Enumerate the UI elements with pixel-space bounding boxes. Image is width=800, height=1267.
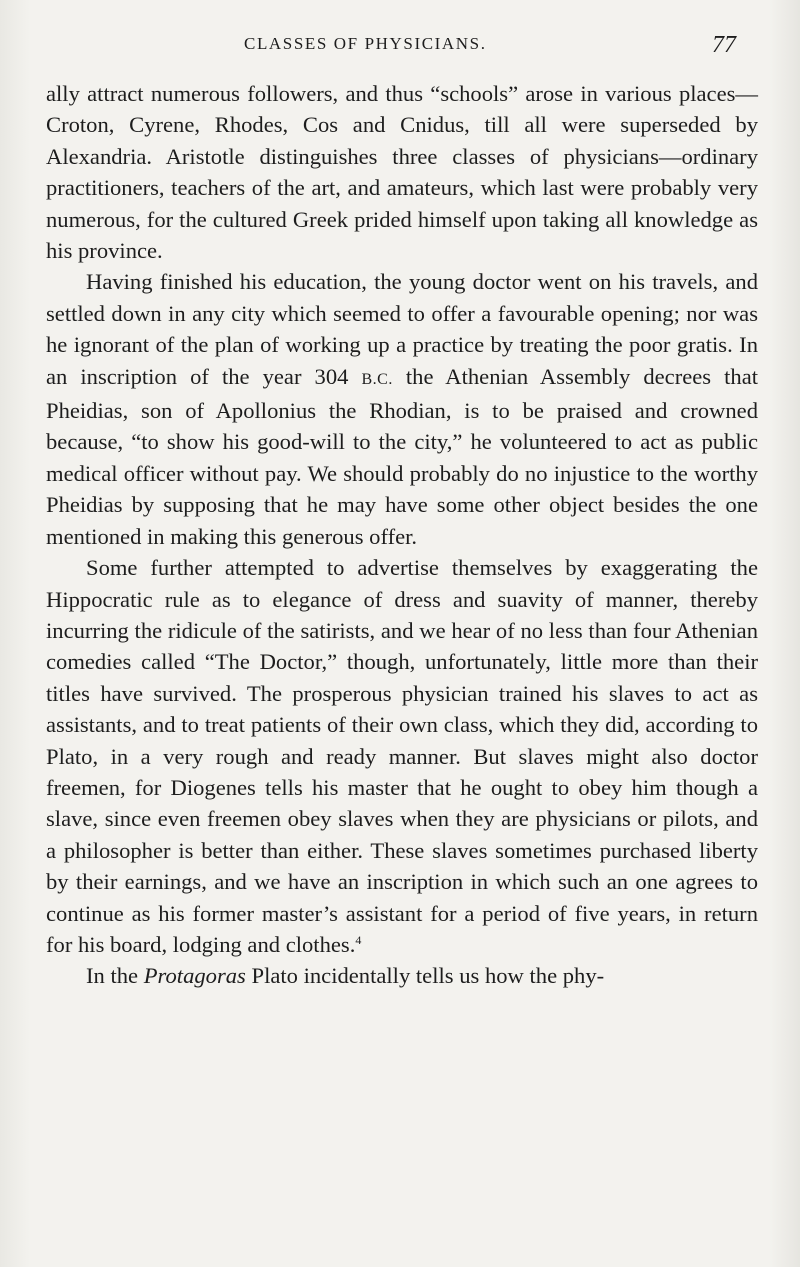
- running-title: CLASSES OF PHYSICIANS.: [244, 34, 487, 53]
- paragraph-2-text-a: Having finished his education, the young doctor went on his travels, and settled down in any city which seemed to offer a favourable opening; nor was he ignorant of the plan of working up a practice by treating the poor gratis. In an inscription of the year 304: [46, 269, 758, 389]
- paragraph-1: [46, 78, 758, 266]
- paragraph-4: [46, 960, 758, 991]
- paragraph-1-text: ally attract numerous followers, and thus “schools” arose in various places—Croton, Cyrene, Rhodes, Cos and Cnidus, till all were superseded by Alexandria. Aristotle distinguishes three classes of physicians—ordinary practitioners, teachers of the art, and amateurs, which last were probably very numerous, for the cultured Greek prided himself upon taking all knowledge as his province.: [46, 81, 758, 264]
- paragraph-4-text-b: Plato incidentally tells us how the phy-: [251, 963, 605, 989]
- work-title: Protagoras: [143, 963, 246, 989]
- paragraph-4-text-a: In the: [86, 963, 139, 989]
- body-text: [46, 78, 758, 992]
- running-head: [0, 28, 800, 64]
- page-number: 77: [712, 32, 736, 58]
- paragraph-2: [46, 266, 758, 552]
- paragraph-3-text: Some further attempted to advertise themselves by exaggerating the Hippocratic rule as to elegance of dress and suavity of manner, thereby incurring the ridicule of the satirists, and we hear of no less than four Athenian comedies called “The Doctor,” though, unfortunately, little more than their titles have survived. The prosperous physician trained his slaves to act as assistants, and to treat patients of their own class, which they did, according to Plato, in a very rough and ready manner. But slaves might also doctor freemen, for Diogenes tells his master that he ought to obey him though a slave, since even freemen obey slaves when they are physicians or pilots, and a philosopher is better than either. These slaves sometimes purchased liberty by their earnings, and we have an inscription in which such an one agrees to continue as his former master’s assistant for a period of five years, in return for his board, lodging and clothes.: [46, 555, 758, 957]
- paragraph-3: [46, 552, 758, 960]
- era-abbreviation: B.C.: [361, 370, 393, 388]
- paragraph-2-text-b: the Athenian Assembly decrees that Pheidias, son of Apollonius the Rhodian, is to be praised and crowned because, “to show his good-will to the city,” he volunteered to act as public medical officer without pay. We should probably do no injustice to the worthy Pheidias by supposing that he may have some other object besides the one mentioned in making this generous offer.: [46, 363, 758, 549]
- footnote-marker: 4: [355, 932, 362, 947]
